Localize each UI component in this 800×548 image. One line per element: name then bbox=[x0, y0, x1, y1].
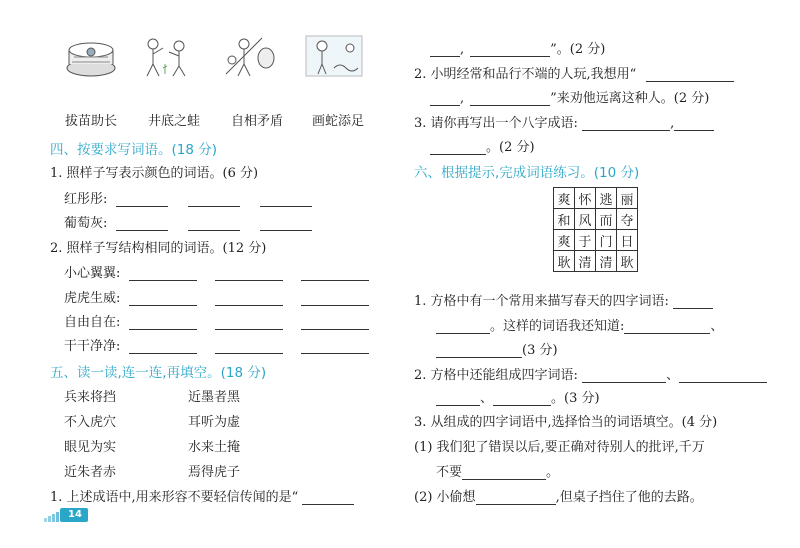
separator-text: 、 bbox=[666, 368, 680, 383]
match-left-2[interactable]: 不入虎穴 bbox=[64, 415, 117, 430]
page-number: 14 bbox=[68, 509, 82, 520]
question-text: 。(3 分) bbox=[551, 391, 600, 406]
section4-q2-example1 bbox=[64, 262, 369, 281]
match-right-3[interactable]: 水来土掩 bbox=[188, 440, 241, 455]
section5-q1 bbox=[50, 486, 354, 505]
grid-cell: 清 bbox=[575, 251, 596, 272]
question-text: 。这样的词语我还知道: bbox=[490, 319, 625, 334]
section4-q1-example1 bbox=[64, 188, 312, 207]
question-text: ”来劝他远离这种人。(2 分) bbox=[550, 91, 710, 106]
answer-blank[interactable] bbox=[188, 218, 240, 231]
answer-blank[interactable] bbox=[129, 317, 197, 330]
idiom-label-4: 画蛇添足 bbox=[312, 114, 365, 129]
answer-blank[interactable] bbox=[674, 118, 714, 131]
answer-blank[interactable] bbox=[673, 296, 713, 309]
character-grid bbox=[553, 187, 638, 272]
section6-q3-2 bbox=[414, 486, 703, 505]
answer-blank[interactable] bbox=[129, 268, 197, 281]
question-text: 1. 上述成语中,用来形容不要轻信传闻的是“ bbox=[50, 490, 299, 505]
question-text: 1. 方格中有一个常用来描写春天的四字词语: bbox=[414, 294, 669, 309]
grid-cell: 和 bbox=[554, 209, 575, 230]
section6-q1-line3 bbox=[436, 339, 558, 358]
answer-blank[interactable] bbox=[260, 218, 312, 231]
answer-blank[interactable] bbox=[430, 142, 486, 155]
grid-cell: 日 bbox=[617, 230, 638, 251]
question-text: ,但桌子挡住了他的去路。 bbox=[555, 490, 703, 505]
answer-blank[interactable] bbox=[436, 345, 522, 358]
grid-cell: 耿 bbox=[617, 251, 638, 272]
question-text: (3 分) bbox=[522, 343, 558, 358]
section6-heading: 六、根据提示,完成词语练习。(10 分) bbox=[414, 165, 640, 181]
question-text: 3. 请你再写出一个八字成语: bbox=[414, 116, 578, 131]
comma-text: , bbox=[670, 116, 675, 131]
section4-heading: 四、按要求写词语。(18 分) bbox=[50, 142, 218, 158]
idiom-label-2: 井底之蛙 bbox=[148, 114, 201, 129]
grid-cell: 夺 bbox=[617, 209, 638, 230]
answer-blank[interactable] bbox=[470, 93, 550, 106]
example-label: 自由自在: bbox=[64, 315, 121, 330]
section6-q1-line1 bbox=[414, 290, 713, 309]
answer-blank[interactable] bbox=[116, 194, 168, 207]
section6-q1-line2 bbox=[436, 315, 723, 334]
question-text: 。(2 分) bbox=[486, 140, 535, 155]
answer-blank[interactable] bbox=[582, 370, 666, 383]
section4-q1-example2 bbox=[64, 212, 312, 231]
answer-blank[interactable] bbox=[430, 93, 460, 106]
question-text: 。 bbox=[546, 465, 560, 480]
example-label: 红彤彤: bbox=[64, 192, 108, 207]
example-label: 干干净净: bbox=[64, 339, 121, 354]
match-right-4[interactable]: 焉得虎子 bbox=[188, 465, 241, 480]
grid-cell: 于 bbox=[575, 230, 596, 251]
idiom-label-3: 自相矛盾 bbox=[231, 114, 284, 129]
answer-blank[interactable] bbox=[301, 341, 369, 354]
answer-blank[interactable] bbox=[301, 317, 369, 330]
match-right-1[interactable]: 近墨者黑 bbox=[188, 390, 241, 405]
well-frog-illustration bbox=[60, 34, 122, 78]
grid-row bbox=[554, 251, 638, 272]
right-q2-line1 bbox=[414, 63, 734, 82]
match-left-3[interactable]: 眼见为实 bbox=[64, 440, 117, 455]
match-right-2[interactable]: 耳听为虚 bbox=[188, 415, 241, 430]
section6-q3-1-line2 bbox=[436, 461, 559, 480]
grid-cell: 怀 bbox=[575, 188, 596, 209]
question-text: (2) 小偷想 bbox=[414, 490, 476, 505]
answer-blank[interactable] bbox=[436, 321, 490, 334]
question-text: ”。(2 分) bbox=[550, 42, 606, 57]
separator-text: 、 bbox=[480, 391, 494, 406]
answer-blank[interactable] bbox=[436, 393, 480, 406]
answer-blank[interactable] bbox=[215, 293, 283, 306]
section4-q1: 1. 照样子写表示颜色的词语。(6 分) bbox=[50, 166, 259, 181]
grid-cell: 耿 bbox=[554, 251, 575, 272]
question-text: 不要 bbox=[436, 465, 463, 480]
pull-seedlings-illustration bbox=[135, 34, 195, 78]
answer-blank[interactable] bbox=[302, 492, 354, 505]
answer-blank[interactable] bbox=[679, 370, 767, 383]
snake-feet-illustration bbox=[304, 34, 364, 78]
idiom-label-1: 拔苗助长 bbox=[65, 114, 118, 129]
example-label: 虎虎生威: bbox=[64, 291, 121, 306]
comma-text: , bbox=[460, 91, 465, 106]
section6-q3-1-line1: (1) 我们犯了错误以后,要正确对待别人的批评,千万 bbox=[414, 440, 705, 455]
grid-cell: 丽 bbox=[617, 188, 638, 209]
answer-blank[interactable] bbox=[116, 218, 168, 231]
example-label: 小心翼翼: bbox=[64, 266, 121, 281]
comma-text: , bbox=[460, 42, 465, 57]
example-label: 葡萄灰: bbox=[64, 216, 108, 231]
answer-blank[interactable] bbox=[129, 341, 197, 354]
section6-q2-line2 bbox=[436, 387, 600, 406]
answer-blank[interactable] bbox=[129, 293, 197, 306]
grid-row bbox=[554, 209, 638, 230]
answer-blank[interactable] bbox=[215, 317, 283, 330]
section6-q2-line1 bbox=[414, 364, 767, 383]
grid-row bbox=[554, 188, 638, 209]
match-left-4[interactable]: 近朱者赤 bbox=[64, 465, 117, 480]
question-text: 2. 小明经常和品行不端的人玩,我想用“ bbox=[414, 67, 637, 82]
section5-heading: 五、读一读,连一连,再填空。(18 分) bbox=[50, 365, 267, 381]
answer-blank[interactable] bbox=[582, 118, 670, 131]
answer-blank[interactable] bbox=[301, 293, 369, 306]
grid-cell: 门 bbox=[596, 230, 617, 251]
answer-blank[interactable] bbox=[215, 268, 283, 281]
match-left-1[interactable]: 兵来将挡 bbox=[64, 390, 117, 405]
grid-cell: 爽 bbox=[554, 188, 575, 209]
grid-cell: 风 bbox=[575, 209, 596, 230]
answer-blank[interactable] bbox=[476, 492, 556, 505]
grid-cell: 逃 bbox=[596, 188, 617, 209]
section4-q2: 2. 照样子写结构相同的词语。(12 分) bbox=[50, 241, 267, 256]
grid-row bbox=[554, 230, 638, 251]
answer-blank[interactable] bbox=[260, 194, 312, 207]
answer-blank[interactable] bbox=[646, 69, 734, 82]
right-q3-line2 bbox=[430, 136, 535, 155]
question-continued bbox=[430, 38, 605, 57]
right-q2-line2 bbox=[430, 87, 709, 106]
section4-q2-example3 bbox=[64, 311, 369, 330]
grid-cell: 而 bbox=[596, 209, 617, 230]
spear-shield-illustration bbox=[222, 34, 282, 78]
answer-blank[interactable] bbox=[462, 467, 546, 480]
grid-cell: 爽 bbox=[554, 230, 575, 251]
answer-blank[interactable] bbox=[301, 268, 369, 281]
answer-blank[interactable] bbox=[470, 44, 550, 57]
right-q3-line1 bbox=[414, 112, 714, 131]
answer-blank[interactable] bbox=[493, 393, 551, 406]
answer-blank[interactable] bbox=[215, 341, 283, 354]
answer-blank[interactable] bbox=[188, 194, 240, 207]
answer-blank[interactable] bbox=[624, 321, 710, 334]
separator-text: 、 bbox=[710, 319, 724, 334]
question-text: 2. 方格中还能组成四字词语: bbox=[414, 368, 578, 383]
grid-cell: 清 bbox=[596, 251, 617, 272]
section4-q2-example2 bbox=[64, 287, 369, 306]
section6-q3: 3. 从组成的四字词语中,选择恰当的词语填空。(4 分) bbox=[414, 415, 718, 430]
answer-blank[interactable] bbox=[430, 44, 460, 57]
section4-q2-example4 bbox=[64, 335, 369, 354]
